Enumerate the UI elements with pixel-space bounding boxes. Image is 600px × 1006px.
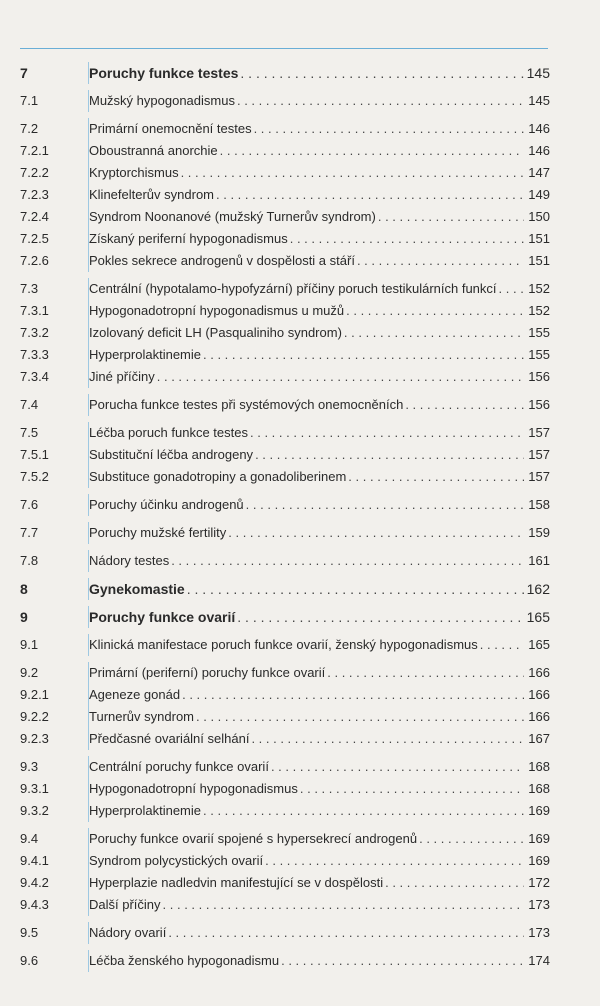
toc-number: 7.2: [20, 121, 39, 136]
toc-row: [20, 494, 550, 516]
toc-number: 8: [20, 581, 28, 597]
toc-entry: [88, 62, 550, 84]
toc-entry: [88, 684, 550, 706]
dot-leader: [254, 118, 524, 140]
toc-page-number: 169: [528, 803, 550, 818]
dot-leader: [357, 250, 524, 272]
dot-leader: [216, 184, 524, 206]
toc-number: 7.2.5: [20, 231, 49, 246]
toc-title: Mužský hypogonadismus: [89, 93, 235, 108]
dot-leader: [300, 778, 524, 800]
toc-title: Poruchy účinku androgenů: [89, 497, 244, 512]
toc-entry: [88, 550, 550, 572]
toc-number: 7.2.4: [20, 209, 49, 224]
toc-title: Syndrom Noonanové (mužský Turnerův syndrom): [89, 209, 376, 224]
toc-page-number: 156: [528, 369, 550, 384]
toc-page-number: 161: [528, 553, 550, 568]
toc-title: Poruchy funkce testes: [89, 65, 239, 81]
toc-page-number: 162: [526, 581, 550, 597]
toc-row: [20, 422, 550, 444]
toc-page-number: 172: [528, 875, 550, 890]
toc-title: Ageneze gonád: [89, 687, 181, 702]
dot-leader: [480, 634, 524, 656]
toc-row: [20, 706, 550, 728]
toc-page-number: 167: [528, 731, 550, 746]
toc-title: Centrální poruchy funkce ovarií: [89, 759, 269, 774]
dot-leader: [405, 394, 524, 416]
toc-number: 7.3.1: [20, 303, 49, 318]
toc-title: Léčba ženského hypogonadismu: [89, 953, 280, 968]
toc-entry: [88, 606, 550, 628]
toc-number: 9.4.3: [20, 897, 49, 912]
toc-entry: [88, 706, 550, 728]
dot-leader: [290, 228, 524, 250]
toc-page-number: 156: [528, 397, 550, 412]
toc-entry: [88, 140, 550, 162]
toc-number: 7.3.4: [20, 369, 49, 384]
toc-page-number: 146: [528, 143, 550, 158]
toc-number: 7.4: [20, 397, 39, 412]
toc-row: [20, 662, 550, 684]
toc-row: [20, 872, 550, 894]
toc-entry: [88, 422, 550, 444]
toc-row: [20, 206, 550, 228]
dot-leader: [344, 322, 524, 344]
toc-title: Primární (periferní) poruchy funkce ovarií: [89, 665, 326, 680]
toc-title: Nádory testes: [89, 553, 170, 568]
dot-leader: [348, 466, 524, 488]
toc-entry: [88, 950, 550, 972]
toc-page-number: 159: [528, 525, 550, 540]
dot-leader: [265, 850, 524, 872]
toc-row: [20, 728, 550, 750]
toc-number: 7.2.3: [20, 187, 49, 202]
toc-entry: [88, 922, 550, 944]
toc-entry: [88, 578, 550, 600]
toc-number: 9.4: [20, 831, 39, 846]
dot-leader: [271, 756, 524, 778]
toc-row: [20, 184, 550, 206]
toc-entry: [88, 278, 550, 300]
toc-title: Získaný periferní hypogonadismus: [89, 231, 288, 246]
toc-number: 7.5: [20, 425, 39, 440]
toc-number: 7.1: [20, 93, 39, 108]
toc-page-number: 155: [528, 325, 550, 340]
toc-entry: [88, 118, 550, 140]
toc-page-number: 169: [528, 853, 550, 868]
toc-title: Hypogonadotropní hypogonadismus u mužů: [89, 303, 345, 318]
toc-row: [20, 118, 550, 140]
dot-leader: [220, 140, 524, 162]
toc-number: 9.2.3: [20, 731, 49, 746]
dot-leader: [240, 62, 524, 84]
toc-entry: [88, 634, 550, 656]
dot-leader: [281, 950, 524, 972]
toc-entry: [88, 250, 550, 272]
toc-title: Nádory ovarií: [89, 925, 167, 940]
toc-entry: [88, 894, 550, 916]
toc-number: 7.5.1: [20, 447, 49, 462]
toc-entry: [88, 466, 550, 488]
toc-page-number: 169: [528, 831, 550, 846]
toc-row: [20, 228, 550, 250]
toc-number: 7.7: [20, 525, 39, 540]
toc-number: 7.3.2: [20, 325, 49, 340]
toc-title: Poruchy mužské fertility: [89, 525, 227, 540]
toc-row: [20, 950, 550, 972]
dot-leader: [228, 522, 524, 544]
toc-title: Jiné příčiny: [89, 369, 155, 384]
toc-number: 9.4.2: [20, 875, 49, 890]
toc-number: 9.2.1: [20, 687, 49, 702]
toc-page-number: 158: [528, 497, 550, 512]
toc-entry: [88, 228, 550, 250]
dot-leader: [237, 606, 524, 628]
toc-chapter-row: [20, 578, 550, 600]
toc-entry: [88, 184, 550, 206]
toc-page-number: 166: [528, 687, 550, 702]
dot-leader: [203, 344, 524, 366]
toc-row: [20, 300, 550, 322]
toc-row: [20, 366, 550, 388]
toc-row: [20, 140, 550, 162]
toc-row: [20, 684, 550, 706]
dot-leader: [327, 662, 524, 684]
toc-number: 7.3: [20, 281, 39, 296]
dot-leader: [168, 922, 524, 944]
dot-leader: [255, 444, 524, 466]
toc-entry: [88, 778, 550, 800]
toc-entry: [88, 366, 550, 388]
toc-entry: [88, 872, 550, 894]
toc-number: 7.6: [20, 497, 39, 512]
dot-leader: [237, 90, 524, 112]
toc-row: [20, 278, 550, 300]
dot-leader: [378, 206, 524, 228]
toc-entry: [88, 206, 550, 228]
toc-page-number: 168: [528, 781, 550, 796]
toc-title: Poruchy funkce ovarií: [89, 609, 236, 625]
toc-page-number: 149: [528, 187, 550, 202]
toc-row: [20, 850, 550, 872]
toc-entry: [88, 322, 550, 344]
dot-leader: [171, 550, 524, 572]
toc-row: [20, 756, 550, 778]
toc-entry: [88, 728, 550, 750]
toc-row: [20, 894, 550, 916]
toc-row: [20, 550, 550, 572]
toc-entry: [88, 394, 550, 416]
dot-leader: [163, 894, 524, 916]
toc-page-number: 151: [528, 231, 550, 246]
toc-entry: [88, 522, 550, 544]
toc-page-number: 155: [528, 347, 550, 362]
dot-leader: [251, 728, 524, 750]
toc-entry: [88, 444, 550, 466]
table-of-contents: [20, 62, 550, 972]
toc-page-number: 152: [528, 281, 550, 296]
toc-row: [20, 634, 550, 656]
toc-row: [20, 322, 550, 344]
toc-number: 7.2.2: [20, 165, 49, 180]
toc-row: [20, 90, 550, 112]
toc-page-number: 145: [526, 65, 550, 81]
toc-page-number: 165: [528, 637, 550, 652]
toc-title: Klinefelterův syndrom: [89, 187, 214, 202]
dot-leader: [346, 300, 524, 322]
toc-page-number: 166: [528, 709, 550, 724]
toc-page-number: 157: [528, 447, 550, 462]
toc-number: 9.3.2: [20, 803, 49, 818]
dot-leader: [250, 422, 524, 444]
toc-title: Klinická manifestace poruch funkce ovarií, ženský hypogonadismus: [89, 637, 478, 652]
toc-title: Substituce gonadotropiny a gonadoliberinem: [89, 469, 347, 484]
toc-title: Turnerův syndrom: [89, 709, 194, 724]
toc-title: Hyperprolaktinemie: [89, 803, 201, 818]
toc-page-number: 146: [528, 121, 550, 136]
toc-page-number: 173: [528, 925, 550, 940]
toc-number: 7.8: [20, 553, 39, 568]
toc-page-number: 151: [528, 253, 550, 268]
toc-title: Poruchy funkce ovarií spojené s hypersekrecí androgenů: [89, 831, 418, 846]
toc-number: 7.5.2: [20, 469, 49, 484]
toc-page-number: 173: [528, 897, 550, 912]
toc-page-number: 152: [528, 303, 550, 318]
toc-number: 9.3.1: [20, 781, 49, 796]
toc-row: [20, 778, 550, 800]
toc-entry: [88, 662, 550, 684]
toc-title: Oboustranná anorchie: [89, 143, 218, 158]
dot-leader: [182, 684, 524, 706]
toc-page-number: 150: [528, 209, 550, 224]
toc-title: Izolovaný deficit LH (Pasqualiniho syndrom): [89, 325, 342, 340]
toc-title: Předčasné ovariální selhání: [89, 731, 250, 746]
toc-row: [20, 522, 550, 544]
toc-page-number: 174: [528, 953, 550, 968]
toc-chapter-row: [20, 606, 550, 628]
toc-title: Primární onemocnění testes: [89, 121, 252, 136]
toc-row: [20, 922, 550, 944]
toc-entry: [88, 756, 550, 778]
dot-leader: [499, 278, 524, 300]
toc-title: Další příčiny: [89, 897, 161, 912]
dot-leader: [385, 872, 524, 894]
toc-row: [20, 162, 550, 184]
toc-number: 7.3.3: [20, 347, 49, 362]
toc-entry: [88, 300, 550, 322]
dot-leader: [157, 366, 524, 388]
toc-title: Léčba poruch funkce testes: [89, 425, 248, 440]
toc-entry: [88, 162, 550, 184]
toc-title: Kryptorchismus: [89, 165, 179, 180]
toc-row: [20, 800, 550, 822]
toc-number: 9: [20, 609, 28, 625]
toc-row: [20, 828, 550, 850]
toc-number: 9.2: [20, 665, 39, 680]
toc-number: 9.1: [20, 637, 39, 652]
toc-title: Gynekomastie: [89, 581, 185, 597]
toc-page-number: 165: [526, 609, 550, 625]
dot-leader: [187, 578, 524, 600]
toc-row: [20, 394, 550, 416]
toc-title: Substituční léčba androgeny: [89, 447, 254, 462]
toc-row: [20, 344, 550, 366]
toc-page-number: 166: [528, 665, 550, 680]
toc-entry: [88, 90, 550, 112]
toc-title: Porucha funkce testes při systémových onemocněních: [89, 397, 404, 412]
toc-entry: [88, 494, 550, 516]
toc-number: 9.2.2: [20, 709, 49, 724]
header-rule: [20, 48, 548, 49]
toc-page-number: 157: [528, 425, 550, 440]
dot-leader: [419, 828, 524, 850]
toc-title: Centrální (hypotalamo-hypofyzární) příčiny poruch testikulárních funkcí: [89, 281, 497, 296]
toc-entry: [88, 828, 550, 850]
toc-page-number: 168: [528, 759, 550, 774]
toc-entry: [88, 800, 550, 822]
toc-number: 9.5: [20, 925, 39, 940]
toc-page-number: 157: [528, 469, 550, 484]
toc-row: [20, 466, 550, 488]
dot-leader: [196, 706, 524, 728]
toc-title: Hyperplazie nadledvin manifestující se v dospělosti: [89, 875, 384, 890]
toc-entry: [88, 344, 550, 366]
toc-number: 7.2.1: [20, 143, 49, 158]
toc-title: Hypogonadotropní hypogonadismus: [89, 781, 298, 796]
toc-chapter-row: [20, 62, 550, 84]
dot-leader: [246, 494, 524, 516]
toc-title: Syndrom polycystických ovarií: [89, 853, 264, 868]
toc-page-number: 145: [528, 93, 550, 108]
toc-number: 9.6: [20, 953, 39, 968]
dot-leader: [203, 800, 524, 822]
toc-page-number: 147: [528, 165, 550, 180]
toc-number: 9.4.1: [20, 853, 49, 868]
toc-number: 7.2.6: [20, 253, 49, 268]
toc-entry: [88, 850, 550, 872]
toc-title: Pokles sekrece androgenů v dospělosti a stáří: [89, 253, 355, 268]
toc-row: [20, 444, 550, 466]
dot-leader: [181, 162, 524, 184]
toc-title: Hyperprolaktinemie: [89, 347, 201, 362]
toc-number: 9.3: [20, 759, 39, 774]
toc-row: [20, 250, 550, 272]
toc-number: 7: [20, 65, 28, 81]
